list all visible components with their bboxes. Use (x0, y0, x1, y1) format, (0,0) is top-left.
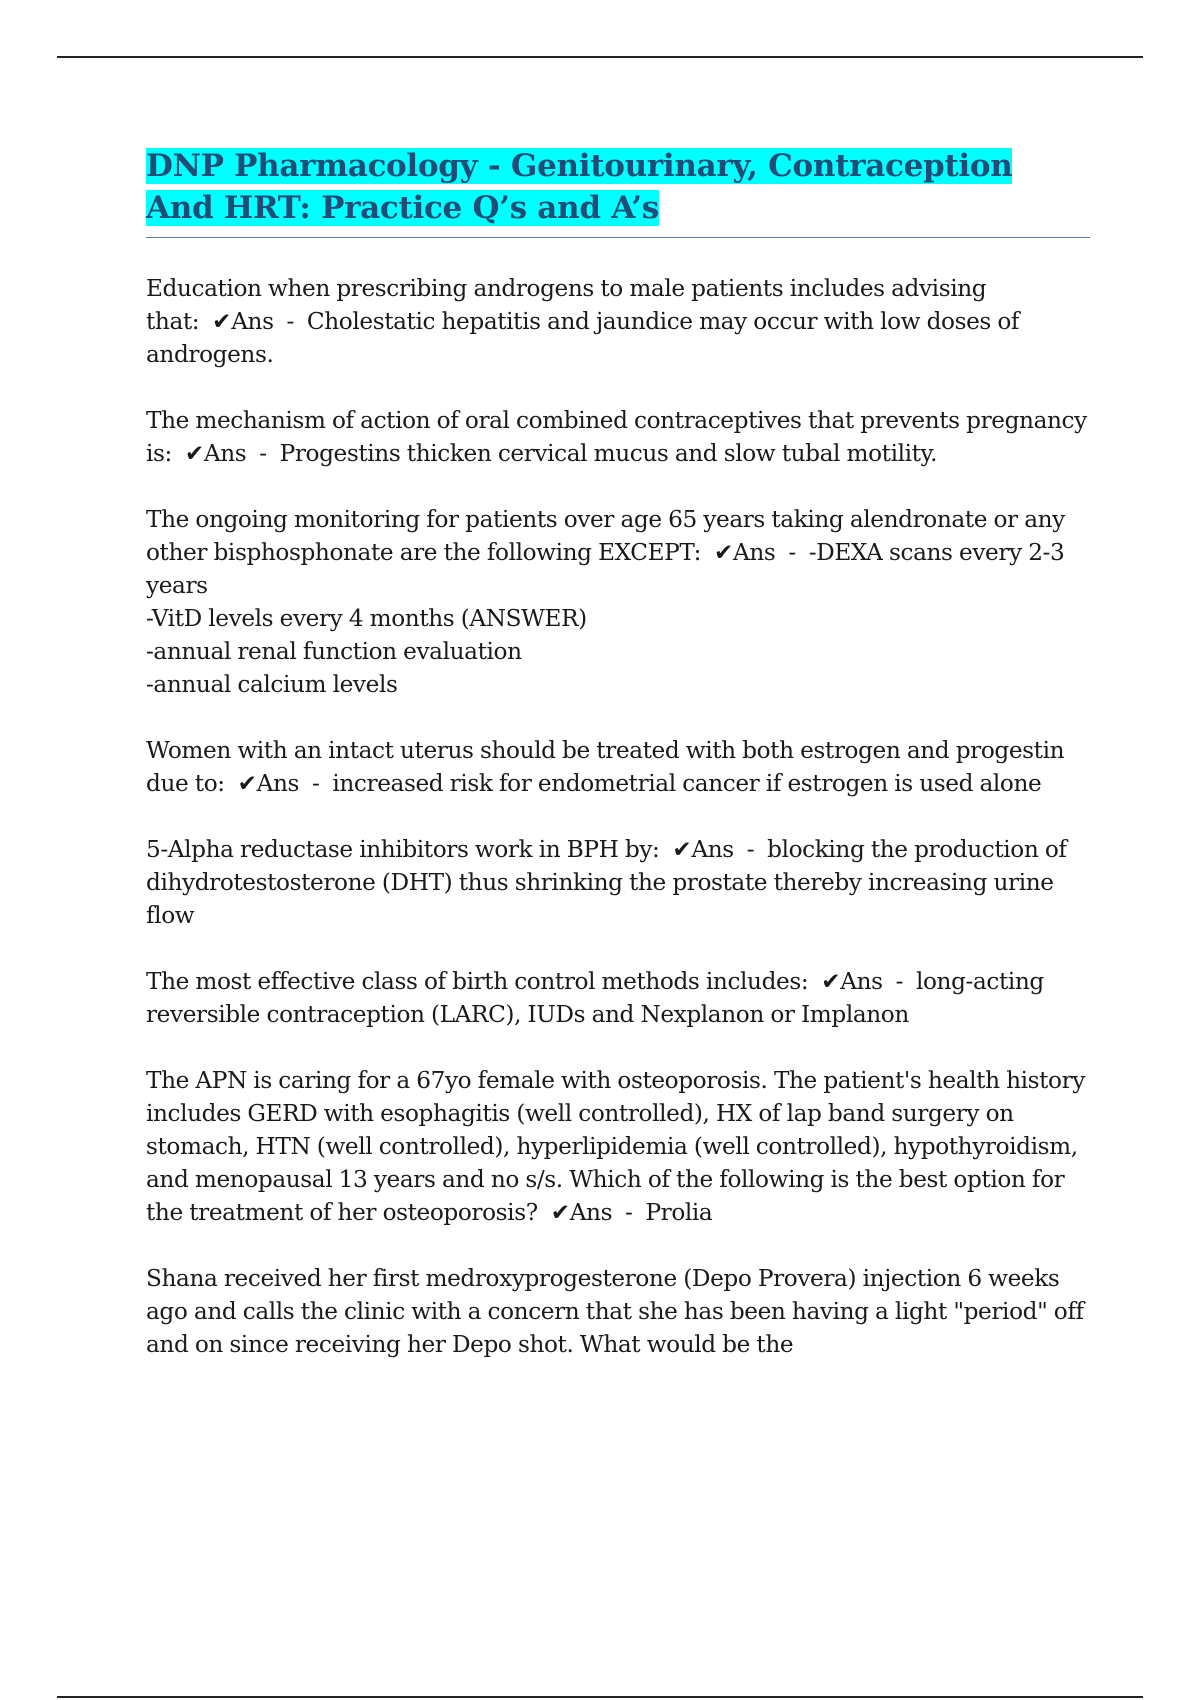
answer-marker: ✔Ans (184, 440, 247, 467)
answer-marker: ✔Ans (713, 539, 776, 566)
header-rule (57, 56, 1143, 58)
answer-text: Cholestatic hepatitis and jaundice may occur with low doses of androgens. (146, 308, 1026, 368)
qa-entry-6: The most effective class of birth control methods includes: ✔Ans - long-acting reversible contraception (LARC), IUDs and Nexplanon or Implanon (146, 968, 1051, 1028)
answer-marker: ✔Ans (550, 1199, 613, 1226)
qa-entry-3: The ongoing monitoring for patients over age 65 years taking alendronate or any other bisphosphonate are the following EXCEPT: ✔Ans - -DEXA scans every 2-3 years -VitD levels every 4 months (ANSWER) -annual renal function evaluation -annual calcium levels (146, 506, 1072, 698)
question-text: The APN is caring for a 67yo female with osteoporosis. The patient's health history includes GERD with esophagitis (well controlled), HX of lap band surgery on stomach, HTN (well controlled), hyperlipidemia (well controlled), hypothyroidism, and menopausal 13 years and no s/s. Which of the following is the best option for the treatment of her osteoporosis? (146, 1067, 1092, 1226)
answer-text: Progestins thicken cervical mucus and slow tubal motility. (279, 440, 938, 467)
answer-text: blocking the production of dihydrotestosterone (DHT) thus shrinking the prostate thereby increasing urine flow (146, 836, 1074, 929)
question-text: 5-Alpha reductase inhibitors work in BPH by: (146, 836, 660, 863)
document-title-text: DNP Pharmacology - Genitourinary, Contraception And HRT: Practice Q’s and A’s (146, 148, 1013, 226)
qa-entry-1: Education when prescribing androgens to male patients includes advising that: ✔Ans - Cholestatic hepatitis and jaundice may occur with low doses of androgens. (146, 275, 1026, 368)
qa-entry-5: 5-Alpha reductase inhibitors work in BPH by: ✔Ans - blocking the production of dihydrotestosterone (DHT) thus shrinking the prostate thereby increasing urine flow (146, 836, 1074, 929)
answer-marker: ✔Ans (212, 308, 274, 335)
question-text: Women with an intact uterus should be treated with both estrogen and progestin due to: (146, 737, 1071, 797)
question-text: The mechanism of action of oral combined contraceptives that prevents pregnancy is: (146, 407, 1094, 467)
qa-entry-7: The APN is caring for a 67yo female with osteoporosis. The patient's health history includes GERD with esophagitis (well controlled), HX of lap band surgery on stomach, HTN (well controlled), hyperlipidemia (well controlled), hypothyroidism, and menopausal 13 years and no s/s. Which of the following is the best option for the treatment of her osteoporosis? ✔Ans - Prolia (146, 1067, 1092, 1226)
qa-entry-8 (146, 1262, 1090, 1361)
answer-marker: ✔Ans (821, 968, 883, 995)
answer-marker: ✔Ans (237, 770, 300, 797)
question-text: The most effective class of birth control methods includes: (146, 968, 809, 995)
document-title (146, 145, 1090, 229)
qa-entry-2: The mechanism of action of oral combined contraceptives that prevents pregnancy is: ✔Ans - Progestins thicken cervical mucus and slow tubal motility. (146, 407, 1094, 467)
title-block (146, 145, 1090, 238)
qa-entry-4: Women with an intact uterus should be treated with both estrogen and progestin due to: ✔Ans - increased risk for endometrial cancer if estrogen is used alone (146, 737, 1071, 797)
answer-text: -DEXA scans every 2-3 years -VitD levels every 4 months (ANSWER) -annual renal function evaluation -annual calcium levels (146, 539, 1065, 698)
question-text: Education when prescribing androgens to male patients includes advising that: (146, 275, 993, 335)
answer-marker: ✔Ans (672, 836, 734, 863)
answer-text: increased risk for endometrial cancer if estrogen is used alone (332, 770, 1042, 797)
answer-text: Prolia (645, 1199, 713, 1226)
document-body (146, 145, 1094, 1394)
question-text: Shana received her first medroxyprogesterone (Depo Provera) injection 6 weeks ago and calls the clinic with a concern that she has been having a light "period" off and on since receiving her Depo shot. What would be the (146, 1265, 1091, 1358)
question-text: The ongoing monitoring for patients over age 65 years taking alendronate or any other bisphosphonate are the following EXCEPT: (146, 506, 1072, 566)
footer-rule (57, 1696, 1143, 1698)
answer-text: long-acting reversible contraception (LARC), IUDs and Nexplanon or Implanon (146, 968, 1051, 1028)
